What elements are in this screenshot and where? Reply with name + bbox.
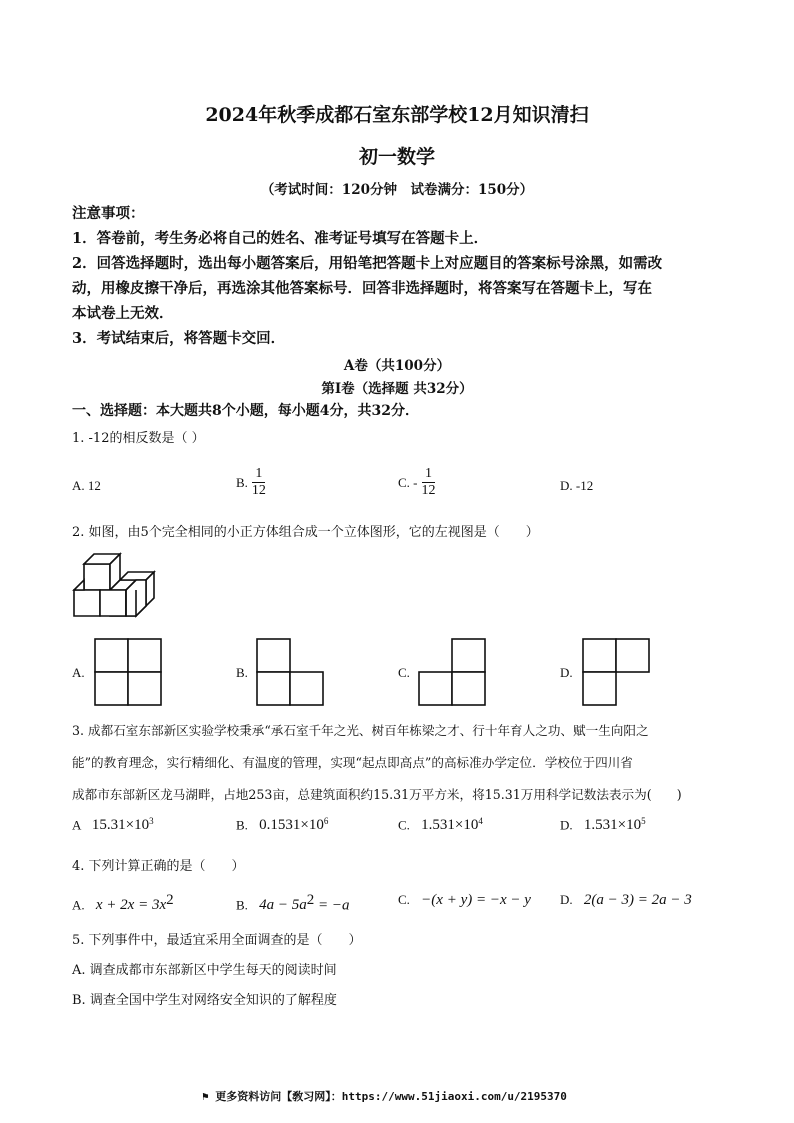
q1-option-c-label: C. - [398, 474, 418, 490]
q4-option-c [398, 892, 531, 909]
q3-option-b-label: B. [236, 817, 248, 833]
notice-item-2-line-3: 本试卷上无效． [72, 305, 174, 322]
q3-option-c [398, 816, 483, 834]
q1-option-c [398, 466, 436, 499]
q4-option-d-label: D. [560, 892, 573, 907]
q4-option-b-label: B. [236, 897, 248, 913]
q4-option-c-label: C. [398, 892, 410, 907]
q4-option-a-exponent: 2 [166, 892, 174, 908]
q3-option-a-exponent: 3 [149, 816, 154, 826]
exam-subject: 初一数学 [358, 146, 435, 168]
part-1-title: 第I卷（选择题 共32分） [321, 381, 473, 397]
question-3-line-3: 成都市东部新区龙马湖畔，占地253亩，总建筑面积约15.31万平方米，将15.31万用科学记数法表示为( ) [72, 787, 682, 802]
q1-option-d: D. -12 [560, 478, 594, 493]
q3-option-c-value: 1.531×10 [421, 817, 479, 834]
choice-instruction: 一、选择题：本大题共8个小题，每小题4分，共32分． [72, 403, 419, 419]
exam-title: 2024年秋季成都石室东部学校12月知识清扫 [205, 104, 589, 126]
q3-option-c-label: C. [398, 817, 410, 833]
q1-option-c-fraction [422, 466, 436, 499]
q4-option-a-expression: x + 2x = 3x [95, 897, 167, 914]
q1-option-c-numerator: 1 [422, 466, 435, 483]
q3-option-a-label: A [72, 817, 81, 833]
question-5-stem: 5. 下列事件中，最适宜采用全面调查的是（ ） [72, 933, 362, 948]
q2-option-b-figure [256, 638, 324, 706]
q3-option-b [236, 816, 328, 834]
q4-option-b-expression-right: = −a [314, 897, 350, 914]
q4-option-a-label: A. [72, 897, 85, 913]
question-3-line-2: 能”的教育理念，实行精细化、有温度的管理，实现“起点即高点”的高标准办学定位．学校位于四川省 [72, 755, 633, 770]
q1-option-a: A. 12 [72, 478, 101, 493]
footer-link[interactable] [202, 1088, 567, 1104]
q4-option-a [72, 892, 174, 914]
q1-option-b [236, 466, 266, 499]
q3-option-a [72, 816, 154, 834]
q1-option-b-label: B. [236, 474, 248, 490]
q1-option-b-fraction [252, 466, 266, 499]
q3-option-d-label: D. [560, 817, 573, 833]
q5-option-b: B. 调查全国中学生对网络安全知识的了解程度 [72, 993, 337, 1008]
q3-option-d-value: 1.531×10 [583, 817, 642, 834]
q4-option-b-expression-left: 4a − 5a [259, 897, 307, 914]
q4-option-c-expression: −(x + y) = −x − y [421, 892, 531, 908]
q2-option-d-label: D. [560, 665, 573, 680]
footer-text: 更多资料访问【敎习网】：https://www.51jiaoxi.com/u/2195370 [215, 1090, 567, 1103]
notice-item-1: 1．答卷前，考生务必将自己的姓名、准考证号填写在答题卡上． [72, 230, 489, 247]
q3-option-d-exponent: 5 [641, 816, 646, 826]
q3-option-c-exponent: 4 [478, 816, 483, 826]
q4-option-d [560, 892, 692, 909]
exam-info: （考试时间：120分钟 试卷满分：150分） [260, 182, 534, 198]
q1-option-b-denominator: 12 [251, 483, 266, 498]
question-2-stem: 2. 如图，由5个完全相同的小正方体组合成一个立体图形，它的左视图是（ ） [72, 525, 539, 540]
q4-option-b [236, 892, 350, 914]
q2-option-c-label: C. [398, 665, 410, 680]
q2-option-b-label: B. [236, 665, 248, 680]
q5-option-a: A. 调查成都市东部新区中学生每天的阅读时间 [72, 963, 337, 978]
q4-option-d-expression: 2(a − 3) = 2a − 3 [583, 892, 692, 908]
q2-option-a-label: A. [72, 665, 85, 680]
q2-option-a-figure [94, 638, 162, 706]
q2-option-c-figure [418, 638, 486, 706]
flag-icon: ⚑ [202, 1090, 209, 1103]
question-1-stem: 1. -12的相反数是（ ） [72, 431, 205, 446]
notice-item-2-line-2: 动，用橡皮擦干净后，再选涂其他答案标号．回答非选择题时，将答案写在答题卡上，写在 [72, 280, 652, 297]
notice-item-3: 3．考试结束后，将答题卡交回． [72, 330, 286, 347]
q3-option-d [560, 816, 646, 834]
question-3-line-1: 3. 成都石室东部新区实验学校秉承“承石室千年之光、树百年栋梁之才、行十年育人之功、赋一生向阳之 [72, 723, 649, 738]
q1-option-c-denominator: 12 [421, 483, 436, 498]
q3-option-b-exponent: 6 [323, 816, 329, 826]
q4-option-b-exponent: 2 [306, 892, 315, 908]
q3-option-a-value: 15.31×10 [91, 817, 150, 834]
section-a-title: A卷（共100分） [343, 358, 451, 374]
q3-option-b-value: 0.1531×10 [259, 817, 324, 834]
question-4-stem: 4. 下列计算正确的是（ ） [72, 859, 245, 874]
notice-item-2-line-1: 2．回答选择题时，选出每小题答案后，用铅笔把答题卡上对应题目的答案标号涂黑，如需改 [72, 255, 663, 272]
notice-heading: 注意事项： [72, 205, 145, 222]
q2-option-d-figure [582, 638, 650, 706]
q1-option-b-numerator: 1 [252, 466, 265, 483]
q2-solid-figure [70, 548, 160, 628]
